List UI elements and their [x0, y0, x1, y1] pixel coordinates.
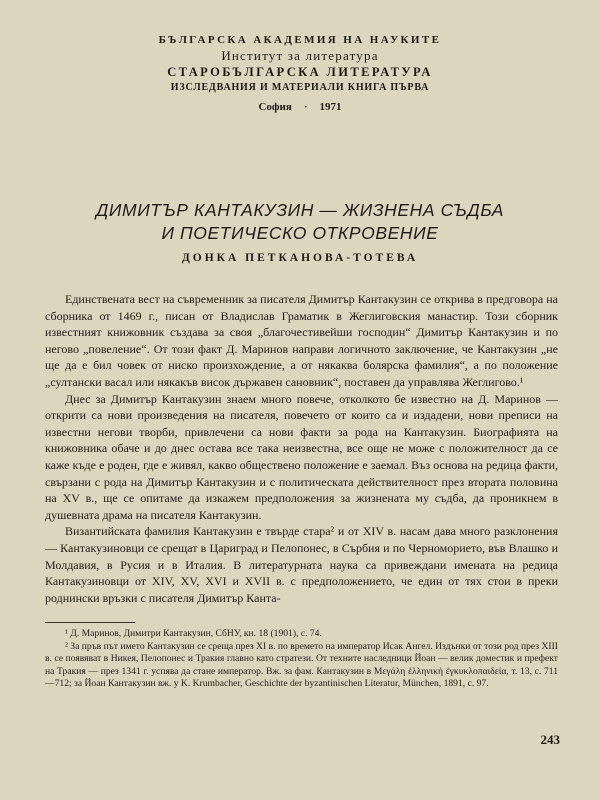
academy-name: БЪЛГАРСКА АКАДЕМИЯ НА НАУКИТЕ: [158, 34, 442, 46]
page-number: 243: [540, 732, 560, 747]
body-paragraph: Днес за Димитър Кантакузин знаем много повече, отколкото бе известно на Д. Маринов — открити са нови произведения на писателя, повечето от които са и издадени, нови преписи на известни негови творби, привлечени са нови факти за рода на Кантакузин. Биографията на книжовника обаче и до днес остава все така неизвестна, все още не може с положителност да се каже къде е роден, где е живял, какво обществено положение е заемал. Въз основа на редица факти, свързани с рода на Димитър Кантакузин и с политическата действителност през втората половина на XV в., ще се опитаме да изкажем предположения за жизнената му съдба, да проникнем в душевната драма на писателя Кантакузин.: [45, 391, 558, 522]
series-title: СТАРОБЪЛГАРСКА ЛИТЕРАТУРА: [167, 65, 433, 79]
article-author: ДОНКА ПЕТКАНОВА-ТОТЕВА: [181, 252, 419, 264]
article-body: [45, 291, 558, 606]
imprint-city: София: [258, 101, 292, 113]
publication-header: [0, 32, 600, 115]
article-title: [0, 199, 600, 245]
article-title-line-1: ДИМИТЪР КАНТАКУЗИН — ЖИЗНЕНА СЪДБА: [95, 200, 505, 220]
imprint: [0, 99, 600, 115]
article-title-line-2: И ПОЕТИЧЕСКО ОТКРОВЕНИЕ: [161, 223, 439, 243]
body-paragraph: Византийската фамилия Кантакузин е твърде стара² и от XIV в. насам дава много разклонения — Кантакузиновци се срещат в Цариград и Пелопонес, в Сърбия и по Черноморието, във Влашко и Молдавия, в Русия и в Италия. В литературната наука са привеждани имената на редица Кантакузиновци от XIV, XV, XVI и XVII в. с предположението, че един от тях стои в преки роднински връзки с писателя Димитър Канта-: [45, 524, 558, 605]
institute-name: Институт за литература: [221, 48, 379, 63]
footnote-divider: [45, 622, 135, 623]
imprint-separator: ·: [303, 101, 308, 113]
footnote: ¹ Д. Маринов, Димитри Кантакузин, СбНУ, кн. 18 (1901), с. 74.: [65, 628, 322, 639]
body-paragraph: Единствената вест на съвременник за писателя Димитър Кантакузин се открива в предговора на сборника от 1469 г., писан от Владислав Граматик в Жеглиговския манастир. Този сборник известният книжовник създава за своя „благочестивейши господин“ Димитър Кантакузин и по негово „повеление“. От този факт Д. Маринов направи логичното заключение, че Кантакузин „не ще да е бил човек от ниско произхождение, а от някаква болярска фамилия“, а по положение „султански васал или някакъв висок държавен сановник“, поставен да управлява Жеглигово.¹: [45, 292, 558, 389]
footnotes: [45, 628, 558, 691]
footnote: ² За пръв път името Кантакузин се среща през XI в. по времето на император Исак Ангел. Издънки от този род през XIII в. се появяват в Никея, Пелопонес и Тракия главно като стратези. От техните наследници Йоан — велик доместик и префект на Тракия — през 1341 г. успява да стане император. Вж. за фам. Кантакузин в Μεγάλη ἑλληνικὴ ἐγκυκλοπαιδεία, т. 13, с. 711—712; за Йоан Кантакузин вж. у K. Krumbacher, Geschichte der byzantinischen Literatur, München, 1891, с. 97.: [45, 640, 558, 689]
imprint-year: 1971: [319, 101, 342, 113]
series-subtitle: ИЗСЛЕДВАНИЯ И МАТЕРИАЛИ КНИГА ПЪРВА: [170, 82, 430, 93]
